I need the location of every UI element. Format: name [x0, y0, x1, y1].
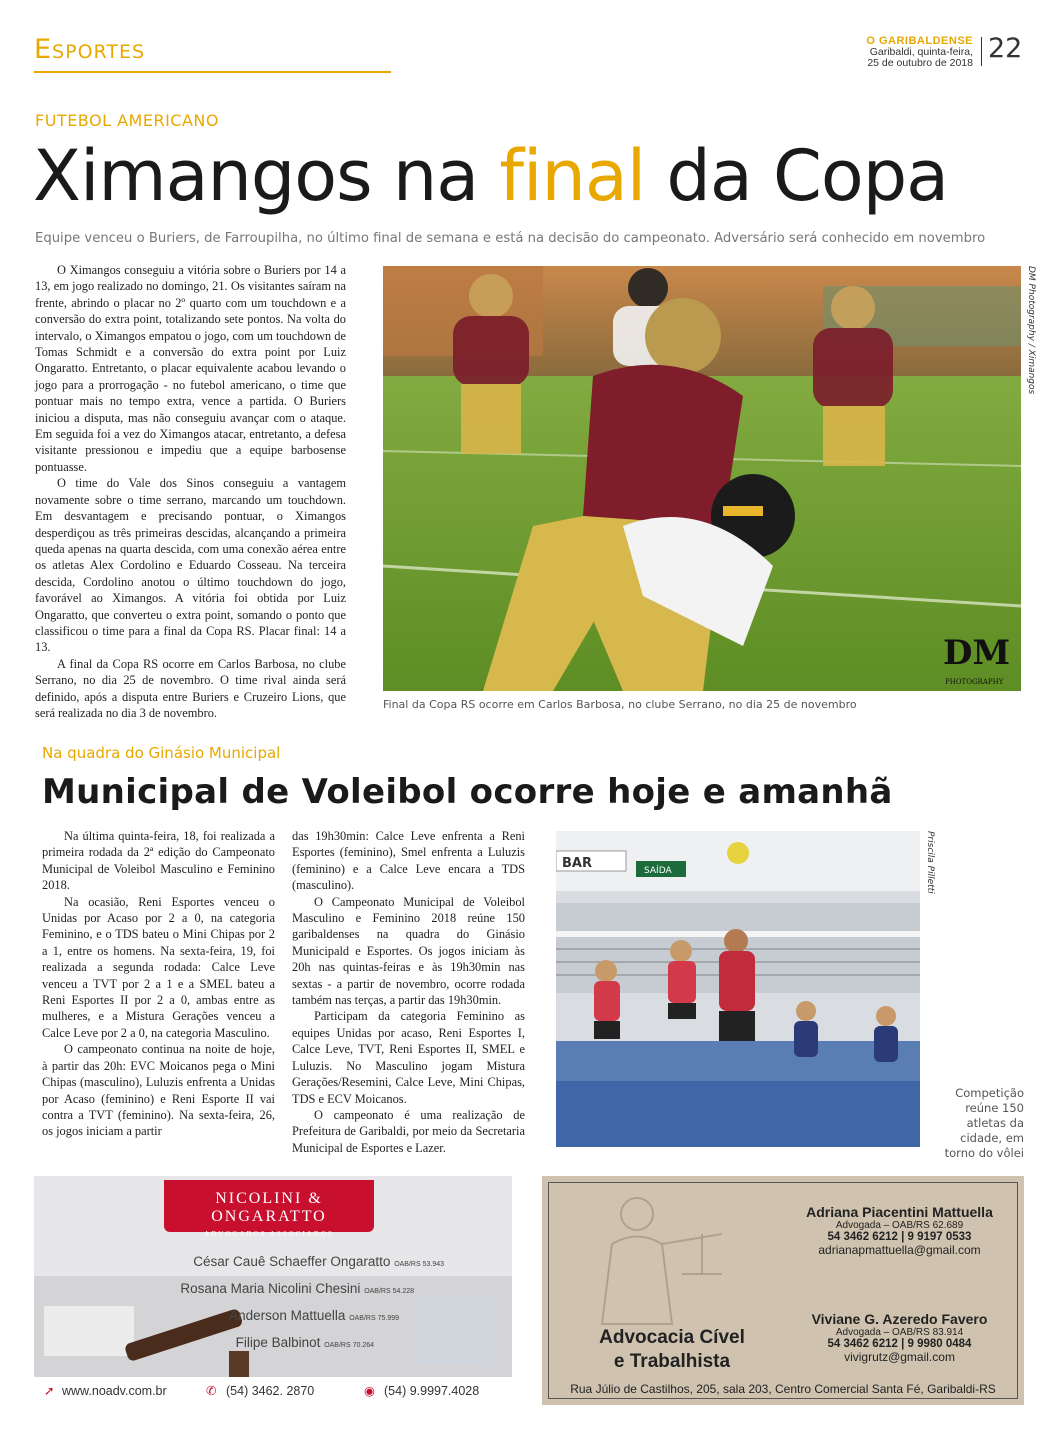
ad2-lawyer-2: [787, 1311, 1012, 1364]
ad1-lawyer-name: Filipe Balbinot: [235, 1335, 321, 1350]
ad2-lawyer1-email[interactable]: adrianapmattuella@gmail.com: [818, 1243, 981, 1257]
photo-logo: DM: [943, 633, 1011, 673]
article2-paragraph: O Campeonato Municipal de Voleibol Masculino e Feminino 2018 reúne 150 garibaldenses na quadra do Ginásio Municipald e Esportes. Os jogos iniciam às 20h nas quintas-feiras e às 19h30min nas sextas - a partir de novembro, ocorre rodada também nas terças, a partir das 19h30min.: [292, 894, 525, 1008]
paper-name: O GARIBALDENSE: [866, 35, 973, 47]
article2-paragraph: Na ocasião, Reni Esportes venceu o Unidas por Acaso por 2 a 0, na categoria Feminino, e o TDS bateu o Mini Chipas por 2 a 1, entre os homens. Na sexta-feira, 19, foi realizada a segunda rodada: Calce Leve venceu a TVT por 2 a 1 e a SMEL bateu a Reni Esportes II por 2 a 0, ambas entre as mulheres, e a Mistura Gerações venceu a Calce Leve por 2 a 0, na categoria Masculino.: [42, 894, 275, 1040]
article1-paragraph: O Ximangos conseguiu a vitória sobre o Buriers por 14 a 13, em jogo realizado no domingo, 21. Os visitantes saíram na frente, abrindo o placar no 2º quarto com um touchdown e a conversão do extra point, totalizando sete pontos. Na volta do intervalo, o Ximangos empatou o jogo, com um touchdown de Tomas Schmidt e a conversão do extra point por Luiz Ongaratto. Entretanto, o placar equivalente acabou levando o jogo para a prorrogação - no futebol americano, o time que pontuar mais no tempo extra, vence a partida. O Buriers iniciou a disputa, mas não conseguiu avançar com o ataque. Em seguida foi a vez do Ximangos atacar, entretanto, a defesa visitante pressionou e impediu que a equipe barbosense pontuasse.: [35, 263, 346, 474]
law-firm-ad: [34, 1176, 512, 1405]
ad1-lawyer-oab: OAB/RS 75.999: [349, 1315, 399, 1322]
headline-part2: da Copa: [645, 135, 949, 217]
cursor-icon: ➚: [44, 1384, 55, 1398]
football-photo: [383, 266, 1021, 691]
whatsapp-icon: ◉: [364, 1384, 375, 1398]
header-rule: [34, 71, 391, 73]
photo1-caption: Final da Copa RS ocorre em Carlos Barbosa, no clube Serrano, no dia 25 de novembro: [383, 698, 857, 711]
photo2-sign-bar: BAR: [562, 856, 592, 871]
ad2-lawyer1-name: Adriana Piacentini Mattuella: [806, 1204, 993, 1220]
ad1-lawyer-name: Anderson Mattuella: [229, 1308, 346, 1323]
article1-kicker: FUTEBOL AMERICANO: [35, 111, 219, 130]
ad1-website[interactable]: www.noadv.com.br: [62, 1384, 167, 1398]
photo2-caption: Competição reúne 150 atletas da cidade, em torno do vôlei: [944, 1086, 1024, 1160]
ad2-practice: [572, 1326, 772, 1374]
ad2-practice-line2: e Trabalhista: [613, 1351, 731, 1372]
ad1-lawyer-oab: OAB/RS 53.943: [394, 1261, 444, 1268]
volleyball-photo-illustration: [556, 831, 920, 1147]
page-number: 22: [988, 33, 1023, 64]
article1-headline: [33, 131, 948, 221]
date-line-1: Garibaldi, quinta-feira,: [869, 46, 973, 58]
ad1-lawyer: [114, 1281, 414, 1308]
photo1-credit-text: DM Photography / Ximangos: [1026, 266, 1036, 395]
football-photo-illustration: [383, 266, 1021, 691]
article1-deck: Equipe venceu o Buriers, de Farroupilha, no último final de semana e está na decisão do campeonato. Adversário será conhecido em novembro: [35, 231, 986, 246]
ad1-lawyer-name: Rosana Maria Nicolini Chesini: [180, 1281, 361, 1296]
ad1-firm-sub: ADVOGADOS ASSOCIADOS: [204, 1230, 334, 1238]
ad1-lawyers: [114, 1254, 444, 1362]
photo2-sign-exit: SAÍDA: [644, 866, 672, 876]
article2-column-2: [292, 828, 525, 1156]
ad2-lawyer2-phone: 54 3462 6212 | 9 9980 0484: [827, 1338, 972, 1350]
article2-paragraph: das 19h30min: Calce Leve enfrenta a Reni Esportes (feminino), Smel enfrenta a Luluzis (feminino) e a Calce Leve encara a TDS (masculino).: [292, 829, 525, 893]
ad1-lawyer: [114, 1254, 444, 1281]
photo1-credit: [1024, 266, 1036, 395]
ad1-lawyer-name: César Cauê Schaeffer Ongaratto: [193, 1254, 391, 1269]
ad1-lawyer-oab: OAB/RS 70.264: [324, 1342, 374, 1349]
ad1-contact-bar: [34, 1377, 512, 1405]
article1-body: [35, 262, 346, 721]
article2-kicker: Na quadra do Ginásio Municipal: [42, 744, 281, 762]
article1-paragraph: O time do Vale dos Sinos conseguiu a vantagem novamente sobre o time serrano, marcando um touchdown. Em desvantagem e precisando pontuar, o Ximangos desperdiçou as três primeiras descidas, alcançando a primeira queda apenas na quarta descida, com uma conexão aérea entre os atletas Alex Cordolino e Eduardo Cosseau. Na terceira descida, Cordolino anotou o último touchdown do jogo, favorável ao Ximangos. A vitória foi obtida por Luiz Ongaratto, que converteu o extra point, somando o ponto que classificou o time para a final da Copa RS. Placar final: 14 a 13.: [35, 476, 346, 655]
ad1-phone: (54) 3462. 2870: [226, 1384, 315, 1398]
ad1-whatsapp: (54) 9.9997.4028: [384, 1384, 480, 1398]
photo2-credit-text: Priscila Pilletti: [925, 831, 935, 894]
photo-logo-sub: PHOTOGRAPHY: [945, 678, 1004, 686]
photo2-credit: [923, 831, 935, 894]
ad1-lawyer-oab: OAB/RS 54.228: [364, 1288, 414, 1295]
ad2-lawyer-1: [787, 1204, 1012, 1257]
volleyball-photo: [556, 831, 920, 1147]
ad1-firm-name: NICOLINI & ONGARATTO: [211, 1190, 327, 1225]
ad2-lawyer2-name: Viviane G. Azeredo Favero: [811, 1311, 988, 1327]
article2-paragraph: Na última quinta-feira, 18, foi realizada a primeira rodada da 2ª edição do Campeonato Municipal de Voleibol Masculino e Feminino 2018.: [42, 829, 275, 893]
ad2-lawyer1-phone: 54 3462 6212 | 9 9197 0533: [827, 1231, 972, 1243]
article2-column-1: [42, 828, 275, 1140]
ad2-lawyer1-oab: Advogada – OAB/RS 62.689: [835, 1220, 964, 1231]
headline-highlight: final: [499, 135, 646, 217]
ad1-logo-block: [164, 1180, 374, 1238]
justice-statue-icon: [582, 1184, 752, 1334]
ad1-lawyer: [114, 1335, 374, 1362]
article2-headline: Municipal de Voleibol ocorre hoje e amanhã: [42, 772, 893, 812]
ad2-lawyer2-oab: Advogada – OAB/RS 83.914: [835, 1327, 964, 1338]
article1-paragraph: A final da Copa RS ocorre em Carlos Barbosa, no clube Serrano, no dia 25 de novembro. O time rival ainda será definido, após a disputa entre Buriers e Cruzeiro Lions, que será realizada no dia 3 de novembro.: [35, 656, 346, 720]
date-line-2: 25 de outubro de 2018: [867, 57, 973, 69]
ad2-lawyer2-email[interactable]: vivigrutz@gmail.com: [844, 1350, 955, 1364]
headline-part1: Ximangos na: [33, 135, 500, 217]
article2-paragraph: Participam da categoria Feminino as equipes Unidas por acaso, Reni Esportes I, Calce Leve, TVT, Reni Esportes II, SMEL e Luluzis. No Masculino jogam Mistura Gerações/Resemini, Calce Leve, Mini Chipas, TDS e ECV Moicanos.: [292, 1009, 525, 1106]
article2-paragraph: O campeonato continua na noite de hoje, à partir das 20h: EVC Moicanos pega o Mini Chipas (masculino), Luluzis enfrenta a Unidas por Acaso (feminino) e Reni Esporte II vai contra a TVT (feminino). Na sexta-feira, 26, os jogos iniciam a partir: [42, 1042, 275, 1139]
article2-paragraph: O campeonato é uma realização de Prefeitura de Garibaldi, por meio da Secretaria Municipal de Esportes e Lazer.: [292, 1107, 525, 1155]
masthead: [860, 36, 973, 69]
lawyers-ad: [542, 1176, 1024, 1405]
page-divider: [981, 37, 982, 66]
phone-icon: ✆: [206, 1384, 217, 1398]
ad2-address: Rua Júlio de Castilhos, 205, sala 203, Centro Comercial Santa Fé, Garibaldi-RS: [570, 1382, 996, 1396]
section-title: Esportes: [34, 34, 146, 65]
ad2-practice-line1: Advocacia Cível: [599, 1327, 745, 1348]
ad1-lawyer: [114, 1308, 399, 1335]
